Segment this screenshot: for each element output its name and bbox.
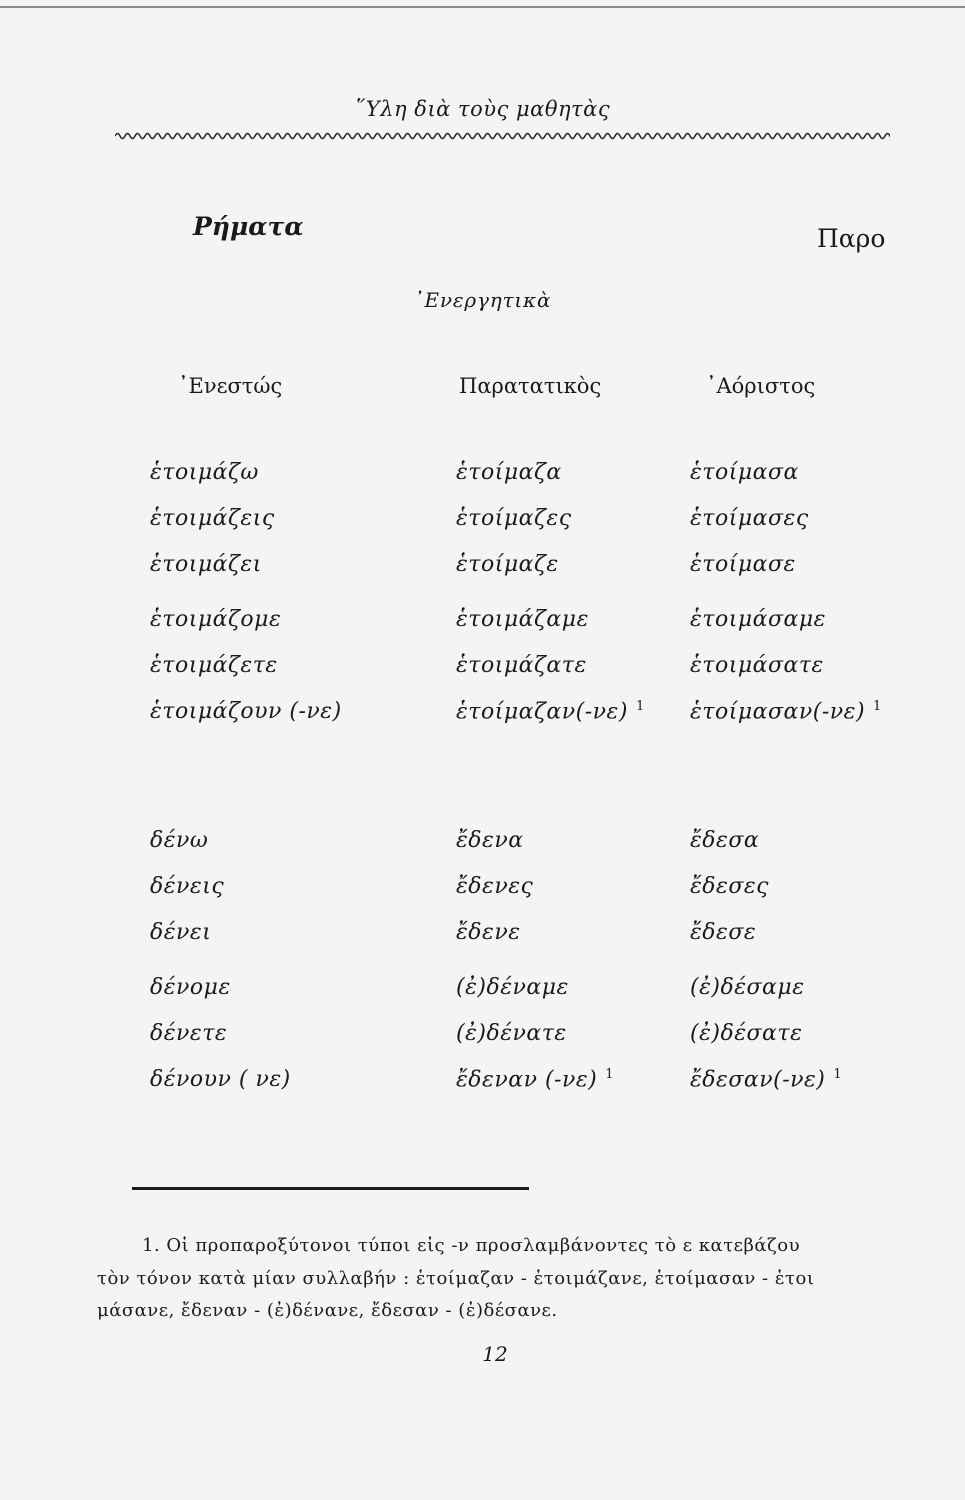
verb-form bbox=[690, 1021, 802, 1046]
verb-form bbox=[690, 607, 826, 632]
footnote-marker: 1 bbox=[605, 1067, 615, 1082]
verb-form bbox=[690, 460, 799, 485]
verb-form bbox=[456, 506, 572, 531]
verb-form bbox=[690, 699, 882, 724]
verb-form bbox=[690, 653, 824, 678]
footnote-marker: 1 bbox=[873, 699, 882, 714]
verb-form-text: ἑτοίμαζαν(-νε) bbox=[456, 699, 628, 725]
verb-form-text: (ἐ)δέναμε bbox=[456, 975, 569, 1000]
verb-form-text: ἑτοιμάζετε bbox=[150, 653, 278, 678]
verb-form-text: ἑτοιμάζουν (-νε) bbox=[150, 699, 342, 724]
verb-form-text: ἑτοίμασες bbox=[690, 506, 809, 531]
verb-form bbox=[150, 920, 211, 945]
verb-form bbox=[456, 920, 521, 945]
footnote-marker: 1 bbox=[833, 1067, 843, 1082]
verb-form bbox=[150, 460, 259, 485]
page-number: 12 bbox=[482, 1342, 508, 1366]
verb-form bbox=[456, 1067, 614, 1092]
verb-form-text: δένουν ( νε) bbox=[150, 1067, 291, 1092]
verb-form bbox=[690, 920, 756, 945]
verb-form-text: ἑτοιμάζει bbox=[150, 552, 262, 577]
verb-form bbox=[690, 874, 769, 899]
verb-form-text: ἑτοιμάζομε bbox=[150, 607, 282, 632]
verb-form-text: ἔδεναν (-νε) bbox=[456, 1067, 598, 1093]
verb-form bbox=[456, 699, 645, 724]
verb-form-text: ἑτοιμάζω bbox=[150, 460, 259, 485]
verb-form-text: ἔδενες bbox=[456, 874, 534, 899]
verb-form-text: ἔδεσαν(-νε) bbox=[690, 1067, 826, 1093]
subtitle: ᾿Ενεργητικὰ bbox=[413, 288, 552, 312]
footnote-marker: 1 bbox=[635, 699, 645, 714]
column-header-imperfect: Παρατατικὸς bbox=[459, 374, 602, 398]
verb-form-text: ἑτοίμαζε bbox=[456, 552, 559, 577]
verb-form bbox=[150, 699, 342, 724]
verb-form bbox=[150, 1067, 291, 1092]
column-header-aorist: ᾿Αόριστος bbox=[706, 374, 816, 398]
footnote-line: μάσανε, ἔδεναν - (ἐ)δένανε, ἔδεσαν - (ἐ)δέσανε. bbox=[97, 1300, 558, 1321]
verb-form bbox=[150, 874, 224, 899]
verb-form-text: ἑτοίμασα bbox=[690, 460, 799, 485]
verb-form-text: ἑτοιμάζεις bbox=[150, 506, 275, 531]
verb-form bbox=[456, 460, 562, 485]
verb-form bbox=[456, 975, 569, 1000]
verb-form bbox=[456, 1021, 567, 1046]
wavy-divider bbox=[115, 128, 890, 144]
running-head: ῞Υλη διὰ τοὺς μαθητὰς bbox=[354, 97, 611, 121]
verb-form bbox=[150, 653, 278, 678]
verb-form-text: δένει bbox=[150, 920, 212, 945]
verb-form-text: (ἐ)δέσαμε bbox=[690, 975, 805, 1000]
verb-form bbox=[456, 607, 589, 632]
verb-form bbox=[690, 1067, 842, 1092]
footnote-line: τὸν τόνον κατὰ μίαν συλλαβήν : ἑτοίμαζαν - ἑτοιμάζανε, ἑτοίμασαν - ἑτοι bbox=[97, 1268, 815, 1289]
footnote-line: 1. Οἱ προπαροξύτονοι τύποι εἰς -ν προσλαμβάνοντες τὸ ε κατεβάζου bbox=[142, 1235, 801, 1256]
verb-form-text: ἑτοίμαζες bbox=[456, 506, 572, 531]
verb-form-text: ἑτοιμάσαμε bbox=[690, 607, 826, 632]
verb-form bbox=[150, 828, 208, 853]
verb-form-text: (ἐ)δένατε bbox=[456, 1021, 567, 1046]
verb-form bbox=[456, 874, 533, 899]
verb-form-text: ἑτοίμασε bbox=[690, 552, 796, 577]
verb-form-text: ἑτοιμάζατε bbox=[456, 653, 587, 678]
verb-form-text: ἔδενα bbox=[456, 828, 524, 853]
verb-form-text: ἔδεσα bbox=[690, 828, 760, 853]
verb-form bbox=[690, 828, 759, 853]
verb-form bbox=[150, 506, 275, 531]
verb-form bbox=[690, 552, 796, 577]
column-header-present: ᾿Ενεστώς bbox=[178, 374, 283, 398]
verb-form bbox=[456, 552, 559, 577]
verb-form bbox=[456, 653, 587, 678]
section-right-heading: Παρο bbox=[817, 224, 886, 253]
verb-form-text: ἔδεσε bbox=[690, 920, 757, 945]
verb-form-text: ἔδεσες bbox=[690, 874, 770, 899]
verb-form bbox=[150, 975, 231, 1000]
verb-form-text: ἔδενε bbox=[456, 920, 521, 945]
verb-form bbox=[690, 506, 809, 531]
verb-form bbox=[150, 1021, 227, 1046]
verb-form bbox=[456, 828, 524, 853]
verb-form-text: δένω bbox=[150, 828, 209, 853]
verb-form-text: (ἐ)δέσατε bbox=[690, 1021, 803, 1046]
verb-form bbox=[150, 607, 281, 632]
verb-form-text: ἑτοιμάζαμε bbox=[456, 607, 589, 632]
verb-form-text: δένεις bbox=[150, 874, 225, 899]
footnote-rule bbox=[132, 1187, 529, 1190]
section-title: Ρήματα bbox=[193, 212, 304, 241]
verb-form-text: δένετε bbox=[150, 1021, 228, 1046]
verb-form bbox=[150, 552, 262, 577]
verb-form-text: ἑτοίμασαν(-νε) bbox=[690, 699, 866, 725]
verb-form bbox=[690, 975, 805, 1000]
verb-form-text: ἑτοιμάσατε bbox=[690, 653, 824, 678]
verb-form-text: ἑτοίμαζα bbox=[456, 460, 562, 485]
verb-form-text: δένομε bbox=[150, 975, 231, 1000]
top-edge-rule bbox=[0, 6, 965, 8]
